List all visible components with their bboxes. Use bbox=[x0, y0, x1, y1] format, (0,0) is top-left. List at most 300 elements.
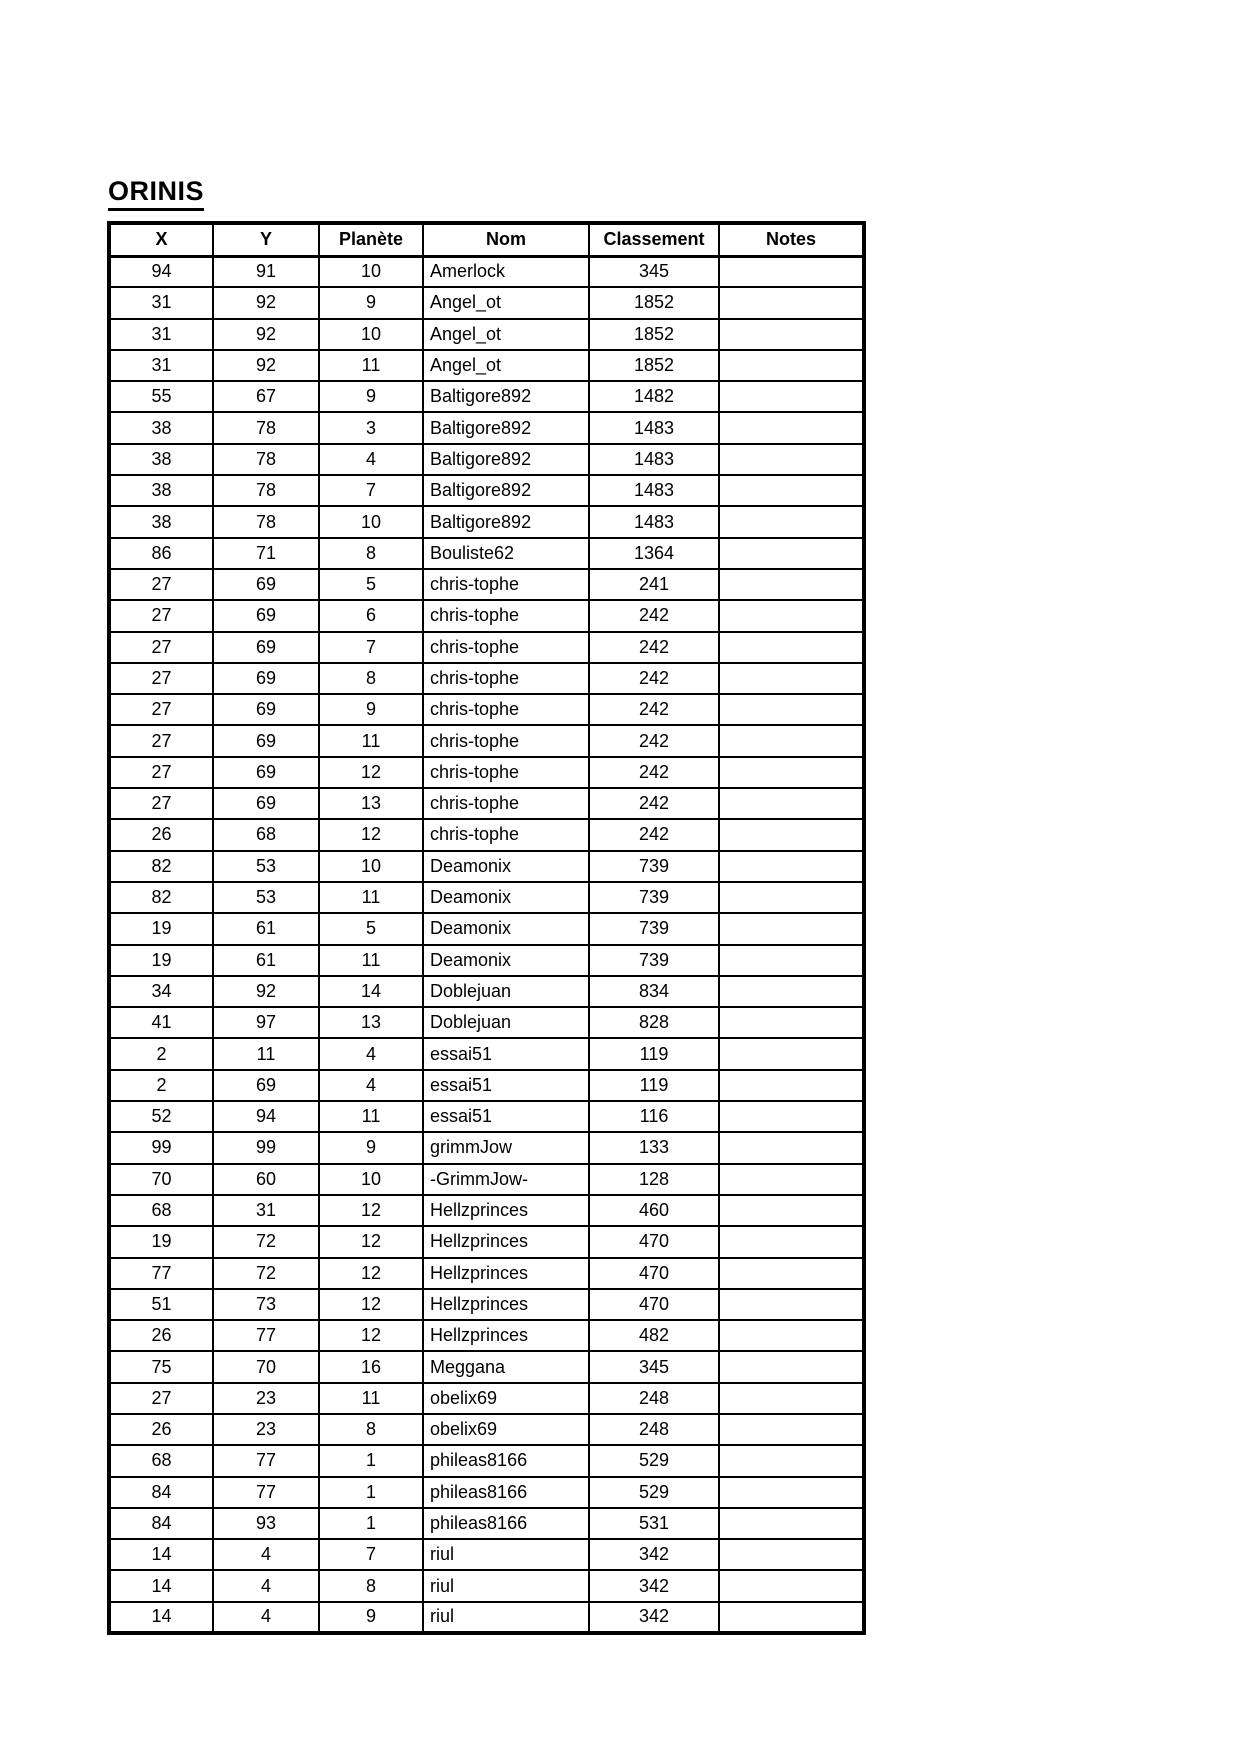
cell-x: 27 bbox=[109, 1383, 213, 1414]
cell-classement: 828 bbox=[589, 1007, 719, 1038]
cell-nom: chris-tophe bbox=[423, 694, 589, 725]
cell-notes bbox=[719, 1570, 864, 1601]
cell-y: 69 bbox=[213, 663, 319, 694]
cell-nom: grimmJow bbox=[423, 1132, 589, 1163]
cell-y: 77 bbox=[213, 1445, 319, 1476]
cell-nom: riul bbox=[423, 1570, 589, 1601]
table-row bbox=[109, 381, 864, 412]
cell-classement: 345 bbox=[589, 256, 719, 287]
cell-nom: Bouliste62 bbox=[423, 538, 589, 569]
cell-nom: obelix69 bbox=[423, 1383, 589, 1414]
cell-y: 4 bbox=[213, 1602, 319, 1633]
cell-x: 38 bbox=[109, 475, 213, 506]
cell-x: 14 bbox=[109, 1570, 213, 1601]
cell-planete: 11 bbox=[319, 1101, 423, 1132]
cell-nom: obelix69 bbox=[423, 1414, 589, 1445]
cell-y: 71 bbox=[213, 538, 319, 569]
cell-nom: riul bbox=[423, 1602, 589, 1633]
cell-planete: 9 bbox=[319, 381, 423, 412]
cell-x: 75 bbox=[109, 1351, 213, 1382]
cell-x: 70 bbox=[109, 1164, 213, 1195]
table-row bbox=[109, 882, 864, 913]
cell-nom: Deamonix bbox=[423, 913, 589, 944]
cell-y: 4 bbox=[213, 1570, 319, 1601]
table-row bbox=[109, 1508, 864, 1539]
cell-notes bbox=[719, 882, 864, 913]
table-row bbox=[109, 1164, 864, 1195]
table-row bbox=[109, 1602, 864, 1633]
orinis-table bbox=[107, 221, 866, 1635]
table-row bbox=[109, 569, 864, 600]
table-row bbox=[109, 725, 864, 756]
cell-x: 14 bbox=[109, 1602, 213, 1633]
table-row bbox=[109, 788, 864, 819]
cell-x: 27 bbox=[109, 663, 213, 694]
cell-planete: 12 bbox=[319, 1320, 423, 1351]
cell-notes bbox=[719, 1195, 864, 1226]
cell-notes bbox=[719, 319, 864, 350]
table-row bbox=[109, 1477, 864, 1508]
cell-y: 78 bbox=[213, 412, 319, 443]
cell-y: 53 bbox=[213, 851, 319, 882]
cell-classement: 116 bbox=[589, 1101, 719, 1132]
cell-planete: 4 bbox=[319, 1038, 423, 1069]
cell-notes bbox=[719, 1351, 864, 1382]
cell-planete: 16 bbox=[319, 1351, 423, 1382]
cell-planete: 10 bbox=[319, 319, 423, 350]
cell-y: 53 bbox=[213, 882, 319, 913]
cell-classement: 242 bbox=[589, 819, 719, 850]
column-header-notes: Notes bbox=[719, 223, 864, 256]
table-row bbox=[109, 1007, 864, 1038]
cell-notes bbox=[719, 350, 864, 381]
cell-x: 27 bbox=[109, 600, 213, 631]
cell-notes bbox=[719, 412, 864, 443]
cell-planete: 13 bbox=[319, 788, 423, 819]
cell-x: 26 bbox=[109, 1320, 213, 1351]
table-row bbox=[109, 1132, 864, 1163]
table-row bbox=[109, 632, 864, 663]
cell-y: 93 bbox=[213, 1508, 319, 1539]
cell-planete: 12 bbox=[319, 1195, 423, 1226]
cell-nom: chris-tophe bbox=[423, 788, 589, 819]
cell-y: 92 bbox=[213, 350, 319, 381]
cell-classement: 248 bbox=[589, 1383, 719, 1414]
table-row bbox=[109, 757, 864, 788]
cell-nom: chris-tophe bbox=[423, 757, 589, 788]
cell-notes bbox=[719, 663, 864, 694]
table-row bbox=[109, 1320, 864, 1351]
table-row bbox=[109, 256, 864, 287]
cell-nom: Hellzprinces bbox=[423, 1258, 589, 1289]
cell-x: 94 bbox=[109, 256, 213, 287]
cell-classement: 345 bbox=[589, 1351, 719, 1382]
cell-notes bbox=[719, 1132, 864, 1163]
cell-nom: chris-tophe bbox=[423, 632, 589, 663]
cell-planete: 11 bbox=[319, 882, 423, 913]
cell-x: 27 bbox=[109, 694, 213, 725]
cell-classement: 1483 bbox=[589, 506, 719, 537]
cell-nom: Angel_ot bbox=[423, 287, 589, 318]
cell-classement: 834 bbox=[589, 976, 719, 1007]
cell-x: 52 bbox=[109, 1101, 213, 1132]
cell-notes bbox=[719, 1258, 864, 1289]
cell-planete: 10 bbox=[319, 851, 423, 882]
cell-y: 99 bbox=[213, 1132, 319, 1163]
table-row bbox=[109, 1539, 864, 1570]
cell-classement: 1483 bbox=[589, 412, 719, 443]
cell-classement: 1482 bbox=[589, 381, 719, 412]
cell-y: 92 bbox=[213, 319, 319, 350]
table-row bbox=[109, 663, 864, 694]
cell-x: 19 bbox=[109, 945, 213, 976]
cell-planete: 7 bbox=[319, 1539, 423, 1570]
cell-classement: 242 bbox=[589, 663, 719, 694]
cell-x: 38 bbox=[109, 506, 213, 537]
column-header-planete: Planète bbox=[319, 223, 423, 256]
cell-notes bbox=[719, 694, 864, 725]
cell-notes bbox=[719, 1477, 864, 1508]
cell-classement: 242 bbox=[589, 757, 719, 788]
cell-x: 82 bbox=[109, 851, 213, 882]
column-header-classement: Classement bbox=[589, 223, 719, 256]
table-row bbox=[109, 600, 864, 631]
cell-classement: 1483 bbox=[589, 475, 719, 506]
table-row bbox=[109, 819, 864, 850]
cell-notes bbox=[719, 1007, 864, 1038]
cell-y: 69 bbox=[213, 1070, 319, 1101]
cell-planete: 14 bbox=[319, 976, 423, 1007]
cell-nom: phileas8166 bbox=[423, 1445, 589, 1476]
cell-x: 27 bbox=[109, 788, 213, 819]
cell-x: 19 bbox=[109, 1226, 213, 1257]
cell-planete: 5 bbox=[319, 569, 423, 600]
column-header-x: X bbox=[109, 223, 213, 256]
cell-nom: -GrimmJow- bbox=[423, 1164, 589, 1195]
table-row bbox=[109, 913, 864, 944]
cell-nom: Hellzprinces bbox=[423, 1226, 589, 1257]
cell-classement: 248 bbox=[589, 1414, 719, 1445]
cell-notes bbox=[719, 1038, 864, 1069]
cell-y: 69 bbox=[213, 632, 319, 663]
cell-y: 23 bbox=[213, 1414, 319, 1445]
cell-planete: 4 bbox=[319, 1070, 423, 1101]
cell-nom: chris-tophe bbox=[423, 819, 589, 850]
cell-planete: 11 bbox=[319, 945, 423, 976]
cell-y: 69 bbox=[213, 569, 319, 600]
cell-x: 2 bbox=[109, 1070, 213, 1101]
cell-classement: 342 bbox=[589, 1602, 719, 1633]
cell-notes bbox=[719, 1101, 864, 1132]
cell-y: 91 bbox=[213, 256, 319, 287]
cell-classement: 242 bbox=[589, 694, 719, 725]
cell-y: 92 bbox=[213, 976, 319, 1007]
cell-x: 26 bbox=[109, 819, 213, 850]
cell-planete: 12 bbox=[319, 819, 423, 850]
cell-notes bbox=[719, 757, 864, 788]
header-row bbox=[109, 223, 864, 256]
cell-notes bbox=[719, 1226, 864, 1257]
cell-classement: 242 bbox=[589, 725, 719, 756]
cell-classement: 1483 bbox=[589, 444, 719, 475]
cell-notes bbox=[719, 1539, 864, 1570]
cell-classement: 739 bbox=[589, 945, 719, 976]
cell-planete: 11 bbox=[319, 350, 423, 381]
cell-planete: 10 bbox=[319, 1164, 423, 1195]
table-row bbox=[109, 851, 864, 882]
cell-nom: chris-tophe bbox=[423, 725, 589, 756]
cell-planete: 7 bbox=[319, 475, 423, 506]
cell-notes bbox=[719, 1164, 864, 1195]
cell-notes bbox=[719, 569, 864, 600]
cell-nom: chris-tophe bbox=[423, 600, 589, 631]
cell-planete: 11 bbox=[319, 1383, 423, 1414]
table-row bbox=[109, 1070, 864, 1101]
cell-notes bbox=[719, 851, 864, 882]
cell-notes bbox=[719, 788, 864, 819]
cell-classement: 460 bbox=[589, 1195, 719, 1226]
cell-nom: Deamonix bbox=[423, 882, 589, 913]
cell-classement: 470 bbox=[589, 1258, 719, 1289]
cell-notes bbox=[719, 976, 864, 1007]
cell-notes bbox=[719, 1070, 864, 1101]
cell-classement: 470 bbox=[589, 1289, 719, 1320]
cell-nom: Hellzprinces bbox=[423, 1195, 589, 1226]
cell-planete: 8 bbox=[319, 663, 423, 694]
cell-nom: Amerlock bbox=[423, 256, 589, 287]
cell-classement: 739 bbox=[589, 851, 719, 882]
cell-x: 19 bbox=[109, 913, 213, 944]
cell-y: 70 bbox=[213, 1351, 319, 1382]
cell-nom: Meggana bbox=[423, 1351, 589, 1382]
cell-x: 77 bbox=[109, 1258, 213, 1289]
cell-x: 26 bbox=[109, 1414, 213, 1445]
cell-x: 51 bbox=[109, 1289, 213, 1320]
cell-notes bbox=[719, 1445, 864, 1476]
cell-classement: 1852 bbox=[589, 350, 719, 381]
page-title: ORINIS bbox=[108, 177, 204, 211]
cell-y: 92 bbox=[213, 287, 319, 318]
table-row bbox=[109, 1226, 864, 1257]
cell-notes bbox=[719, 600, 864, 631]
table-row bbox=[109, 1383, 864, 1414]
table-row bbox=[109, 538, 864, 569]
cell-nom: Hellzprinces bbox=[423, 1320, 589, 1351]
table-row bbox=[109, 444, 864, 475]
cell-y: 67 bbox=[213, 381, 319, 412]
cell-notes bbox=[719, 1320, 864, 1351]
table-row bbox=[109, 412, 864, 443]
cell-classement: 529 bbox=[589, 1445, 719, 1476]
cell-y: 61 bbox=[213, 913, 319, 944]
cell-nom: Angel_ot bbox=[423, 350, 589, 381]
cell-y: 11 bbox=[213, 1038, 319, 1069]
cell-nom: phileas8166 bbox=[423, 1477, 589, 1508]
cell-planete: 12 bbox=[319, 1258, 423, 1289]
cell-nom: phileas8166 bbox=[423, 1508, 589, 1539]
cell-notes bbox=[719, 725, 864, 756]
cell-planete: 10 bbox=[319, 256, 423, 287]
cell-classement: 133 bbox=[589, 1132, 719, 1163]
cell-classement: 242 bbox=[589, 632, 719, 663]
table-row bbox=[109, 1258, 864, 1289]
cell-nom: chris-tophe bbox=[423, 569, 589, 600]
cell-nom: Angel_ot bbox=[423, 319, 589, 350]
cell-x: 14 bbox=[109, 1539, 213, 1570]
cell-x: 68 bbox=[109, 1195, 213, 1226]
cell-classement: 529 bbox=[589, 1477, 719, 1508]
cell-planete: 3 bbox=[319, 412, 423, 443]
column-header-y: Y bbox=[213, 223, 319, 256]
cell-planete: 9 bbox=[319, 1132, 423, 1163]
cell-planete: 6 bbox=[319, 600, 423, 631]
cell-planete: 5 bbox=[319, 913, 423, 944]
cell-x: 55 bbox=[109, 381, 213, 412]
cell-x: 31 bbox=[109, 319, 213, 350]
table-row bbox=[109, 475, 864, 506]
cell-planete: 9 bbox=[319, 694, 423, 725]
table-row bbox=[109, 1414, 864, 1445]
cell-planete: 1 bbox=[319, 1508, 423, 1539]
cell-nom: Baltigore892 bbox=[423, 475, 589, 506]
table-row bbox=[109, 1195, 864, 1226]
cell-x: 2 bbox=[109, 1038, 213, 1069]
cell-nom: Baltigore892 bbox=[423, 506, 589, 537]
cell-planete: 9 bbox=[319, 287, 423, 318]
cell-planete: 4 bbox=[319, 444, 423, 475]
cell-notes bbox=[719, 1414, 864, 1445]
cell-classement: 242 bbox=[589, 600, 719, 631]
cell-nom: essai51 bbox=[423, 1038, 589, 1069]
cell-y: 4 bbox=[213, 1539, 319, 1570]
cell-y: 23 bbox=[213, 1383, 319, 1414]
cell-y: 77 bbox=[213, 1477, 319, 1508]
cell-planete: 12 bbox=[319, 1226, 423, 1257]
cell-planete: 8 bbox=[319, 1414, 423, 1445]
cell-y: 69 bbox=[213, 757, 319, 788]
cell-y: 72 bbox=[213, 1226, 319, 1257]
cell-x: 34 bbox=[109, 976, 213, 1007]
cell-nom: Doblejuan bbox=[423, 976, 589, 1007]
cell-y: 69 bbox=[213, 725, 319, 756]
cell-planete: 8 bbox=[319, 538, 423, 569]
cell-x: 84 bbox=[109, 1477, 213, 1508]
cell-classement: 482 bbox=[589, 1320, 719, 1351]
cell-classement: 470 bbox=[589, 1226, 719, 1257]
table-row bbox=[109, 1101, 864, 1132]
cell-x: 27 bbox=[109, 757, 213, 788]
cell-nom: Baltigore892 bbox=[423, 381, 589, 412]
cell-notes bbox=[719, 1508, 864, 1539]
cell-planete: 7 bbox=[319, 632, 423, 663]
cell-x: 27 bbox=[109, 632, 213, 663]
cell-notes bbox=[719, 945, 864, 976]
cell-planete: 10 bbox=[319, 506, 423, 537]
table-row bbox=[109, 319, 864, 350]
cell-y: 78 bbox=[213, 506, 319, 537]
cell-x: 84 bbox=[109, 1508, 213, 1539]
cell-x: 27 bbox=[109, 569, 213, 600]
cell-y: 69 bbox=[213, 694, 319, 725]
cell-classement: 119 bbox=[589, 1038, 719, 1069]
cell-nom: essai51 bbox=[423, 1070, 589, 1101]
cell-notes bbox=[719, 819, 864, 850]
cell-notes bbox=[719, 1383, 864, 1414]
cell-nom: Doblejuan bbox=[423, 1007, 589, 1038]
cell-x: 41 bbox=[109, 1007, 213, 1038]
table-row bbox=[109, 945, 864, 976]
cell-planete: 1 bbox=[319, 1445, 423, 1476]
cell-nom: riul bbox=[423, 1539, 589, 1570]
cell-nom: essai51 bbox=[423, 1101, 589, 1132]
cell-x: 99 bbox=[109, 1132, 213, 1163]
cell-x: 38 bbox=[109, 444, 213, 475]
cell-y: 69 bbox=[213, 788, 319, 819]
cell-notes bbox=[719, 913, 864, 944]
cell-x: 38 bbox=[109, 412, 213, 443]
cell-nom: Deamonix bbox=[423, 945, 589, 976]
cell-classement: 739 bbox=[589, 913, 719, 944]
cell-y: 69 bbox=[213, 600, 319, 631]
cell-notes bbox=[719, 287, 864, 318]
cell-classement: 342 bbox=[589, 1570, 719, 1601]
cell-planete: 9 bbox=[319, 1602, 423, 1633]
cell-y: 68 bbox=[213, 819, 319, 850]
table-row bbox=[109, 1289, 864, 1320]
cell-planete: 11 bbox=[319, 725, 423, 756]
cell-notes bbox=[719, 475, 864, 506]
cell-classement: 739 bbox=[589, 882, 719, 913]
cell-classement: 1364 bbox=[589, 538, 719, 569]
cell-classement: 342 bbox=[589, 1539, 719, 1570]
cell-y: 97 bbox=[213, 1007, 319, 1038]
cell-x: 68 bbox=[109, 1445, 213, 1476]
table-row bbox=[109, 350, 864, 381]
cell-notes bbox=[719, 538, 864, 569]
cell-classement: 1852 bbox=[589, 287, 719, 318]
cell-x: 82 bbox=[109, 882, 213, 913]
cell-classement: 531 bbox=[589, 1508, 719, 1539]
cell-notes bbox=[719, 1289, 864, 1320]
cell-x: 31 bbox=[109, 287, 213, 318]
cell-classement: 128 bbox=[589, 1164, 719, 1195]
table-row bbox=[109, 506, 864, 537]
table-row bbox=[109, 1570, 864, 1601]
table-row bbox=[109, 287, 864, 318]
cell-planete: 13 bbox=[319, 1007, 423, 1038]
table-row bbox=[109, 1038, 864, 1069]
cell-nom: Deamonix bbox=[423, 851, 589, 882]
cell-y: 78 bbox=[213, 444, 319, 475]
cell-y: 60 bbox=[213, 1164, 319, 1195]
cell-planete: 1 bbox=[319, 1477, 423, 1508]
cell-y: 72 bbox=[213, 1258, 319, 1289]
cell-y: 31 bbox=[213, 1195, 319, 1226]
cell-notes bbox=[719, 256, 864, 287]
cell-notes bbox=[719, 444, 864, 475]
cell-classement: 242 bbox=[589, 788, 719, 819]
cell-nom: Hellzprinces bbox=[423, 1289, 589, 1320]
table-row bbox=[109, 1445, 864, 1476]
cell-x: 27 bbox=[109, 725, 213, 756]
cell-y: 73 bbox=[213, 1289, 319, 1320]
cell-planete: 12 bbox=[319, 1289, 423, 1320]
cell-planete: 8 bbox=[319, 1570, 423, 1601]
cell-x: 31 bbox=[109, 350, 213, 381]
column-header-nom: Nom bbox=[423, 223, 589, 256]
table-row bbox=[109, 694, 864, 725]
cell-y: 77 bbox=[213, 1320, 319, 1351]
